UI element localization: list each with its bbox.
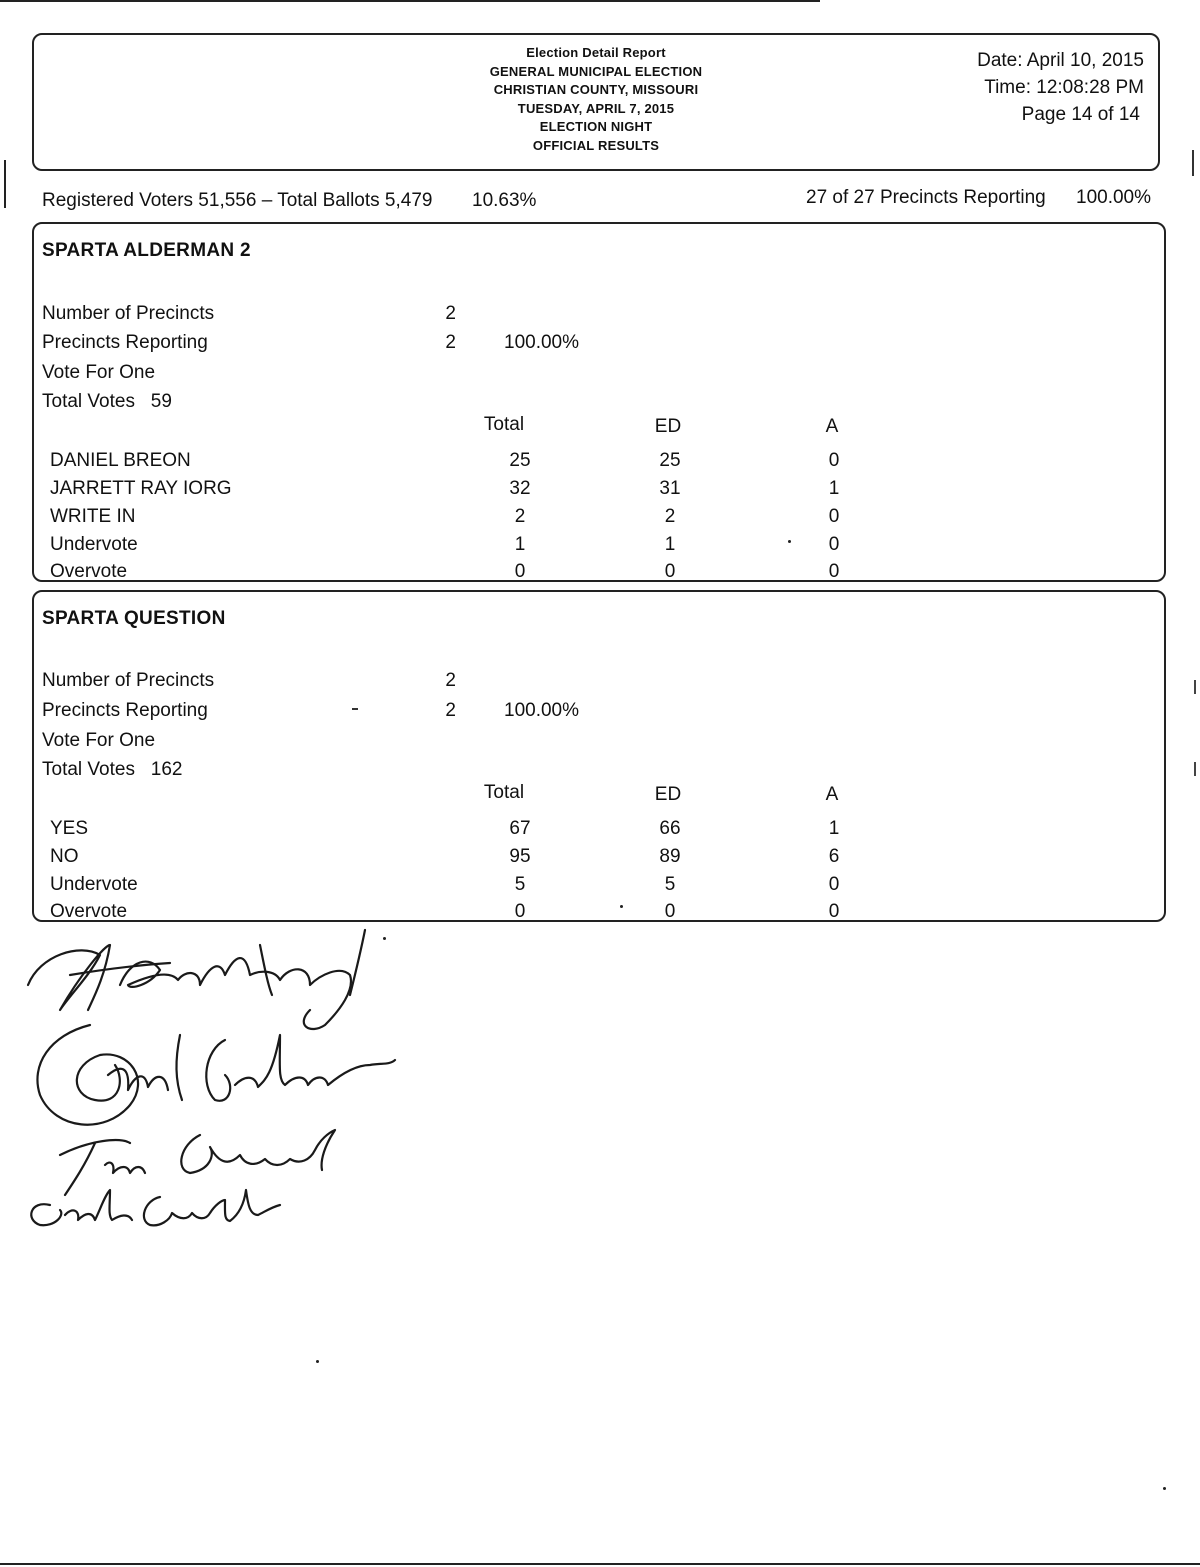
report-header <box>32 33 1160 171</box>
choice-name: Overvote <box>50 901 128 922</box>
voters-ballots: Registered Voters 51,556 – Total Ballots 5,479 <box>42 190 433 211</box>
total-value: 1 <box>514 534 526 555</box>
candidate-name: Undervote <box>50 534 138 555</box>
scan-speck <box>1163 1487 1166 1490</box>
race-title: SPARTA ALDERMAN 2 <box>42 240 251 261</box>
county-name: CHRISTIAN COUNTY, MISSOURI <box>493 82 699 97</box>
column-header-a: A <box>825 784 839 805</box>
choice-name: Undervote <box>50 874 138 895</box>
ed-value: 1 <box>664 534 676 555</box>
ed-value: 66 <box>659 818 681 839</box>
total-value: 2 <box>514 506 526 527</box>
total-votes-value: 162 <box>150 759 183 780</box>
scan-edge-mark <box>1192 150 1194 176</box>
precincts-reporting-value: 2 <box>445 332 456 353</box>
results-status: OFFICIAL RESULTS <box>532 137 660 153</box>
ed-value: 0 <box>664 561 676 582</box>
total-value: 95 <box>509 846 531 867</box>
vote-for: Vote For One <box>42 362 156 383</box>
a-value: 0 <box>828 534 840 555</box>
choice-name: YES <box>50 818 89 839</box>
total-votes-label: Total Votes <box>42 759 135 780</box>
column-header-total: Total <box>483 414 525 435</box>
total-value: 5 <box>514 874 526 895</box>
candidate-name: DANIEL BREON <box>50 450 191 471</box>
column-header-total: Total <box>483 782 525 803</box>
report-title: Election Detail Report <box>526 45 666 60</box>
total-votes <box>42 759 183 781</box>
column-header-a: A <box>825 416 839 437</box>
ed-value: 25 <box>659 450 681 471</box>
column-header-ed: ED <box>654 784 682 805</box>
page-number: Page 14 of 14 <box>1021 104 1140 125</box>
election-date: TUESDAY, APRIL 7, 2015 <box>517 100 675 116</box>
scan-edge-mark <box>1194 762 1196 776</box>
a-value: 0 <box>828 506 840 527</box>
choice-name: NO <box>50 846 79 867</box>
scan-edge-mark <box>1194 680 1196 694</box>
scan-edge-top <box>0 0 820 2</box>
num-precincts-value: 2 <box>445 303 456 324</box>
a-value: 0 <box>828 874 840 895</box>
total-votes <box>42 391 172 413</box>
ed-value: 0 <box>664 901 676 922</box>
total-votes-value: 59 <box>150 391 172 412</box>
scan-speck <box>352 708 358 710</box>
column-header-ed: ED <box>654 416 682 437</box>
scan-speck <box>620 905 623 908</box>
a-value: 1 <box>828 478 840 499</box>
vote-for: Vote For One <box>42 730 156 751</box>
report-type: ELECTION NIGHT <box>539 119 653 134</box>
race-sparta-alderman-2 <box>32 222 1166 582</box>
signatures-image <box>10 915 430 1235</box>
precincts-reporting-label: Precincts Reporting <box>42 700 208 721</box>
precincts-reporting-percent: 100.00% <box>504 700 580 721</box>
candidate-name: Overvote <box>50 561 128 582</box>
report-date: Date: April 10, 2015 <box>977 50 1144 71</box>
total-value: 67 <box>509 818 531 839</box>
report-time: Time: 12:08:28 PM <box>984 77 1144 98</box>
turnout-percent: 10.63% <box>472 190 537 211</box>
a-value: 0 <box>828 901 840 922</box>
report-meta <box>977 47 1144 128</box>
a-value: 0 <box>828 561 840 582</box>
total-votes-label: Total Votes <box>42 391 135 412</box>
candidate-name: JARRETT RAY IORG <box>50 478 232 499</box>
ed-value: 89 <box>659 846 681 867</box>
num-precincts-label: Number of Precincts <box>42 670 215 691</box>
total-value: 0 <box>514 561 526 582</box>
precincts-reporting-percent: 100.00% <box>504 332 580 353</box>
total-value: 0 <box>514 901 526 922</box>
precincts-reporting: 27 of 27 Precincts Reporting <box>806 187 1046 208</box>
ed-value: 2 <box>664 506 676 527</box>
total-value: 25 <box>509 450 531 471</box>
precincts-reporting-label: Precincts Reporting <box>42 332 208 353</box>
ed-value: 31 <box>659 478 681 499</box>
num-precincts-value: 2 <box>445 670 456 691</box>
scan-speck <box>383 937 386 940</box>
a-value: 1 <box>828 818 840 839</box>
election-name: GENERAL MUNICIPAL ELECTION <box>489 63 703 79</box>
candidate-name: WRITE IN <box>50 506 136 527</box>
race-sparta-question <box>32 590 1166 922</box>
a-value: 6 <box>828 846 840 867</box>
precincts-percent: 100.00% <box>1076 187 1152 208</box>
scan-speck <box>788 540 791 543</box>
total-value: 32 <box>509 478 531 499</box>
race-title: SPARTA QUESTION <box>42 608 226 629</box>
ed-value: 5 <box>664 874 676 895</box>
precincts-reporting-value: 2 <box>445 700 456 721</box>
scan-edge-mark <box>4 160 6 208</box>
num-precincts-label: Number of Precincts <box>42 303 215 324</box>
a-value: 0 <box>828 450 840 471</box>
scan-edge-bottom <box>0 1563 1200 1565</box>
scan-speck <box>316 1360 319 1363</box>
